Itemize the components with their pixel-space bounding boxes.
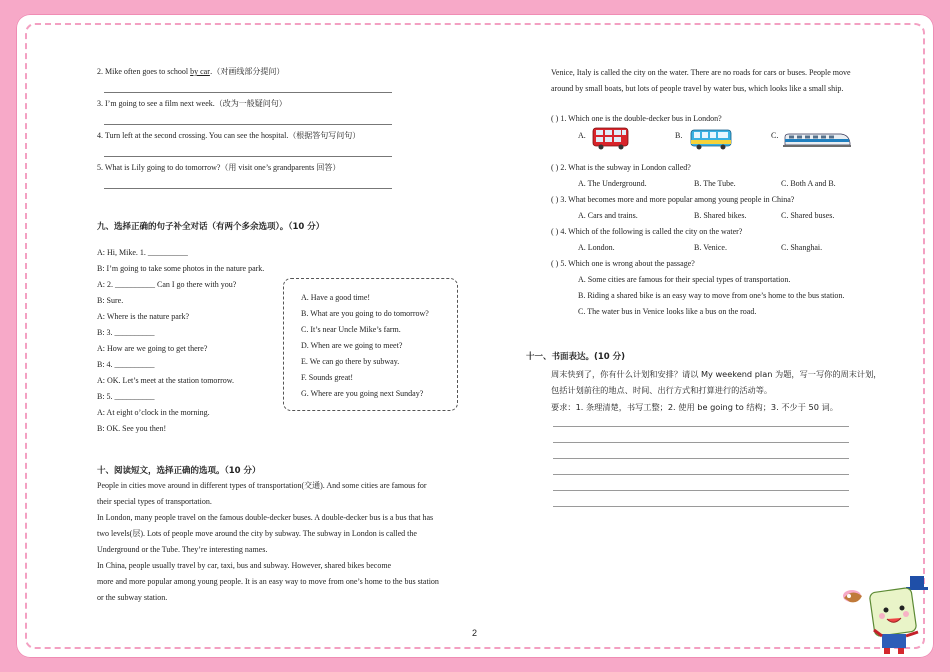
dialogue-line: B: 3. __________ xyxy=(97,328,155,337)
dialogue-line: A: How are we going to get there? xyxy=(97,344,208,353)
option-item: E. We can go there by subway. xyxy=(301,357,400,366)
answer-line xyxy=(104,92,392,93)
question-stem: ( ) 5. Which one is wrong about the passage? xyxy=(551,259,695,268)
option-text: B. Riding a shared bike is an easy way to move from one’s home to the bus station. xyxy=(578,291,845,300)
option-text: C. Shared buses. xyxy=(781,211,835,220)
question-stem: ( ) 4. Which of the following is called the city on the water? xyxy=(551,227,743,236)
writing-line xyxy=(553,506,849,507)
dialogue-line: A: OK. Let’s meet at the station tomorrow. xyxy=(97,376,235,385)
dialogue-line: A: Where is the nature park? xyxy=(97,312,190,321)
option-text: C. Both A and B. xyxy=(781,179,836,188)
question-5: 5. What is Lily going to do tomorrow?（用 visit one’s grandparents 回答） xyxy=(97,163,341,172)
mascot-illustration xyxy=(838,574,930,656)
passage-line: In London, many people travel on the famous double-decker buses. A double-decker bus is a bus that has xyxy=(97,513,434,522)
option-text: C. The water bus in Venice looks like a bus on the road. xyxy=(578,307,757,316)
water-bus-icon xyxy=(689,127,733,151)
answer-line xyxy=(104,124,392,125)
option-label: B. xyxy=(675,131,683,140)
option-item: F. Sounds great! xyxy=(301,373,354,382)
option-text: A. Cars and trains. xyxy=(578,211,638,220)
section-9-title: 九、选择正确的句子补全对话（有两个多余选项）。（10 分） xyxy=(97,222,325,232)
question-2: 2. Mike often goes to school by car.（对画线部分提问） xyxy=(97,67,285,76)
option-text: A. London. xyxy=(578,243,615,252)
train-icon xyxy=(783,131,851,149)
passage-line: more and more popular among young people. It is an easy way to move from one’s home to the bus station xyxy=(97,577,439,586)
option-item: G. Where are you going next Sunday? xyxy=(301,389,424,398)
dialogue-line: A: At eight o’clock in the morning. xyxy=(97,408,210,417)
writing-line xyxy=(553,426,849,427)
passage-line: around by small boats, but lots of people travel by water bus, which looks like a small ship. xyxy=(551,84,844,93)
dialogue-line: B: Sure. xyxy=(97,296,124,305)
dialogue-line: A: 2. __________ Can I go there with you? xyxy=(97,280,237,289)
writing-prompt: 包括计划前往的地点、时间、出行方式和打算进行的活动等。 xyxy=(551,385,773,395)
option-text: A. The Underground. xyxy=(578,179,647,188)
passage-line: their special types of transportation. xyxy=(97,497,212,506)
option-item: A. Have a good time! xyxy=(301,293,371,302)
double-decker-bus-icon xyxy=(592,126,630,150)
passage-line: two levels(层). Lots of people move around the city by subway. The subway in London is called the xyxy=(97,529,417,538)
writing-line xyxy=(553,442,849,443)
writing-prompt: 周末快到了，你有什么计划和安排？请以 My weekend plan 为题，写一写你的周末计划， xyxy=(551,369,882,379)
answer-line xyxy=(104,188,392,189)
dialogue-line: B: I’m going to take some photos in the nature park. xyxy=(97,264,265,273)
passage-line: Venice, Italy is called the city on the water. There are no roads for cars or buses. People move xyxy=(551,68,851,77)
dialogue-line: B: OK. See you then! xyxy=(97,424,167,433)
option-text: A. Some cities are famous for their special types of transportation. xyxy=(578,275,791,284)
question-stem: ( ) 1. Which one is the double-decker bus in London? xyxy=(551,114,722,123)
writing-line xyxy=(553,458,849,459)
section-11-title: 十一、书面表达。(10 分) xyxy=(526,352,626,362)
question-stem: ( ) 2. What is the subway in London called? xyxy=(551,163,691,172)
page-number: 2 xyxy=(472,628,478,638)
option-label: C. xyxy=(771,131,779,140)
option-text: B. Venice. xyxy=(694,243,727,252)
question-3: 3. I’m going to see a film next week.（改为一般疑问句） xyxy=(97,99,287,108)
dialogue-line: B: 5. __________ xyxy=(97,392,155,401)
section-10-title: 十、阅读短文，选择正确的选项。（10 分） xyxy=(97,466,261,476)
option-text: B. The Tube. xyxy=(694,179,736,188)
option-item: B. What are you going to do tomorrow? xyxy=(301,309,429,318)
passage-line: Underground or the Tube. They’re interesting names. xyxy=(97,545,268,554)
passage-line: In China, people usually travel by car, taxi, bus and subway. However, shared bikes become xyxy=(97,561,392,570)
answer-line xyxy=(104,156,392,157)
question-stem: ( ) 3. What becomes more and more popular among young people in China? xyxy=(551,195,795,204)
option-label: A. xyxy=(578,131,586,140)
dialogue-line: B: 4. __________ xyxy=(97,360,155,369)
writing-line xyxy=(553,474,849,475)
passage-line: or the subway station. xyxy=(97,593,168,602)
dialogue-line: A: Hi, Mike. 1. __________ xyxy=(97,248,188,257)
option-text: C. Shanghai. xyxy=(781,243,823,252)
writing-line xyxy=(553,490,849,491)
writing-requirements: 要求：1. 条理清楚，书写工整；2. 使用 be going to 结构；3. 不少于 50 词。 xyxy=(551,402,838,412)
passage-line: People in cities move around in different types of transportation(交通). And some cities are famous for xyxy=(97,481,427,490)
option-item: D. When are we going to meet? xyxy=(301,341,403,350)
option-text: B. Shared bikes. xyxy=(694,211,747,220)
question-4: 4. Turn left at the second crossing. You can see the hospital.（根据答句写问句） xyxy=(97,131,361,140)
option-item: C. It’s near Uncle Mike’s farm. xyxy=(301,325,401,334)
dashed-border xyxy=(25,23,925,649)
